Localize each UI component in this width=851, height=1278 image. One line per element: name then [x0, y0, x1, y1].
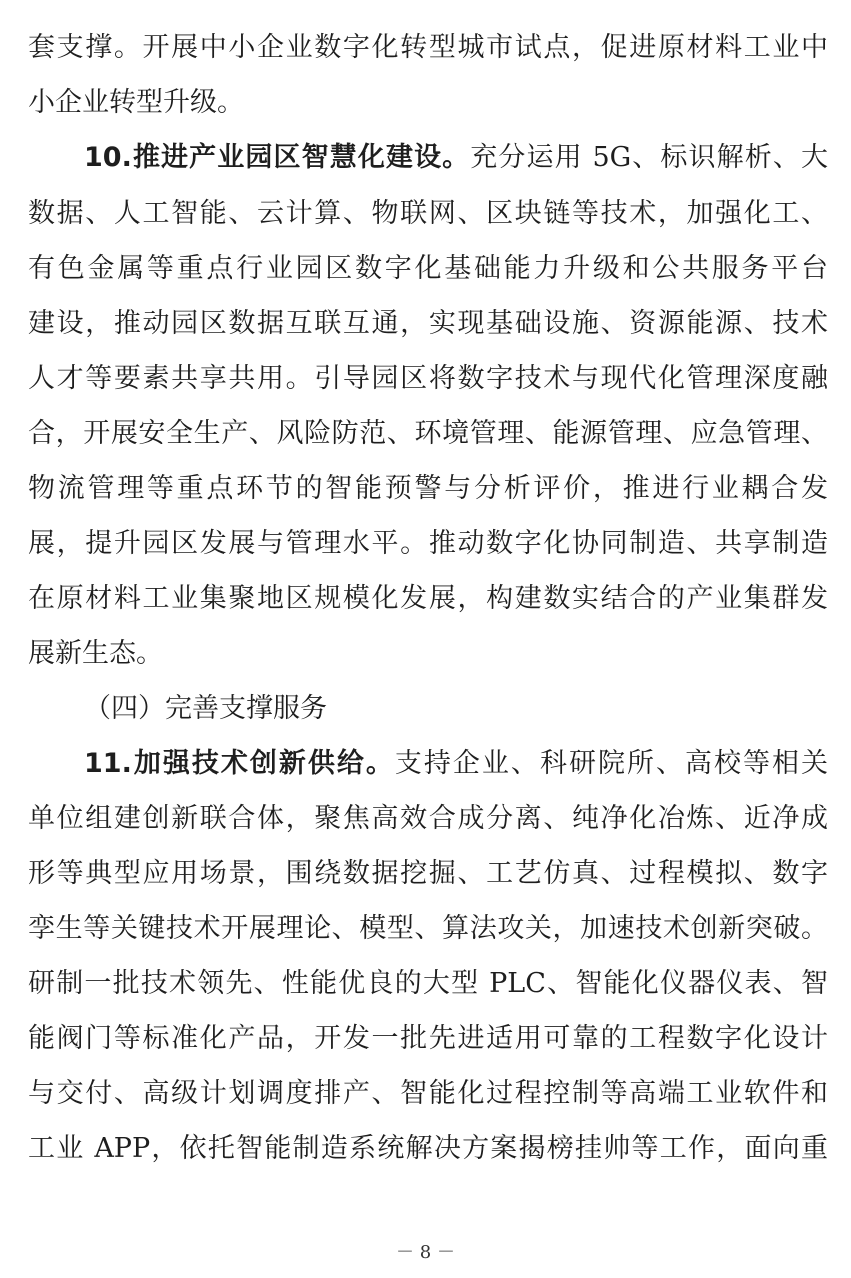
item-10-heading: 10.推进产业园区智慧化建设。: [84, 142, 471, 173]
text-run: 充分运用 5G、标识解析、大: [470, 142, 828, 173]
text-line: 数据、人工智能、云计算、物联网、区块链等技术，加强化工、: [28, 198, 828, 229]
text-line: 套支撑。开展中小企业数字化转型城市试点，促进原材料工业中: [28, 32, 828, 63]
text-line: 孪生等关键技术开展理论、模型、算法攻关，加速技术创新突破。: [28, 913, 828, 944]
text-line: 建设，推动园区数据互联互通，实现基础设施、资源能源、技术: [28, 308, 828, 339]
text-line: 单位组建创新联合体，聚焦高效合成分离、纯净化冶炼、近净成: [28, 803, 828, 834]
text-line: 合，开展安全生产、风险防范、环境管理、能源管理、应急管理、: [28, 418, 828, 449]
text-line: 物流管理等重点环节的智能预警与分析评价，推进行业耦合发: [28, 473, 828, 504]
text-line: 人才等要素共享共用。引导园区将数字技术与现代化管理深度融: [28, 363, 828, 394]
text-line: 能阀门等标准化产品，开发一批先进适用可靠的工程数字化设计: [28, 1023, 828, 1054]
text-line: 研制一批技术领先、性能优良的大型 PLC、智能化仪器仪表、智: [28, 968, 828, 999]
text-line: 与交付、高级计划调度排产、智能化过程控制等高端工业软件和: [28, 1078, 828, 1109]
page-number: － 8 －: [396, 1242, 455, 1263]
item-11-heading: 11.加强技术创新供给。: [84, 748, 395, 779]
text-line: 有色金属等重点行业园区数字化基础能力升级和公共服务平台: [28, 253, 828, 284]
section-heading: （四）完善支撑服务: [84, 693, 327, 724]
text-line: 形等典型应用场景，围绕数据挖掘、工艺仿真、过程模拟、数字: [28, 858, 828, 889]
paragraph-10-first-line: [84, 130, 828, 186]
text-line: 展，提升园区发展与管理水平。推动数字化协同制造、共享制造: [28, 528, 828, 559]
text-line: 展新生态。: [28, 638, 163, 669]
text-run: 支持企业、科研院所、高校等相关: [394, 748, 828, 779]
paragraph-11-first-line: [84, 736, 828, 792]
text-line: 工业 APP，依托智能制造系统解决方案揭榜挂帅等工作，面向重: [28, 1133, 828, 1164]
text-line: 在原材料工业集聚地区规模化发展，构建数实结合的产业集群发: [28, 583, 828, 614]
text-line: 小企业转型升级。: [28, 87, 244, 118]
